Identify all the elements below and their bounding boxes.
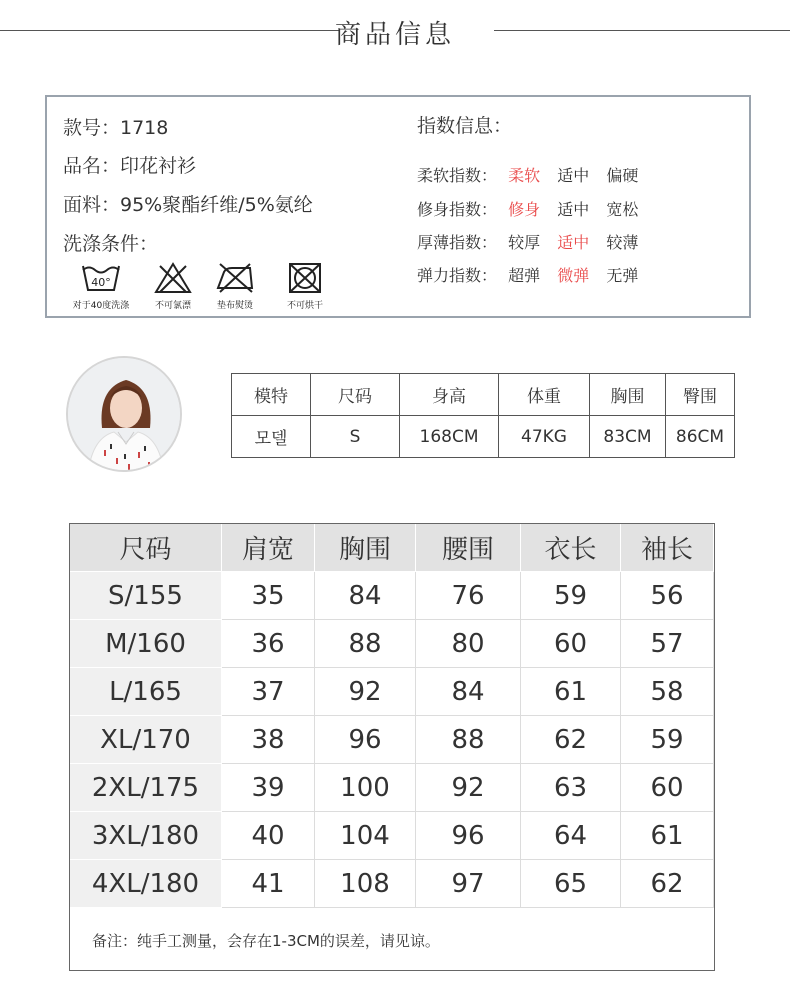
table-cell: 38 (222, 716, 315, 764)
table-cell: 65 (521, 860, 621, 908)
size-label: L/165 (70, 668, 222, 716)
table-row (70, 860, 714, 908)
table-cell: 88 (315, 620, 416, 668)
table-header-cell: 衣长 (521, 524, 621, 572)
table-row (70, 620, 714, 668)
table-cell: 84 (315, 572, 416, 620)
care-item-no-bleach (141, 262, 205, 311)
table-row (70, 812, 714, 860)
table-cell: 92 (315, 668, 416, 716)
table-row (232, 374, 735, 416)
fabric: 面料：95%聚酯纤维/5%氨纶 (63, 194, 313, 216)
table-row (70, 572, 714, 620)
measurement-note: 备注：纯手工测量，会存在1-3CM的误差，请见谅。 (92, 932, 440, 950)
table-cell: 100 (315, 764, 416, 812)
table-cell: 80 (416, 620, 521, 668)
table-cell: 62 (621, 860, 714, 908)
table-cell: 56 (621, 572, 714, 620)
table-header-cell: 胸围 (315, 524, 416, 572)
table-cell: 62 (521, 716, 621, 764)
table-cell: 61 (621, 812, 714, 860)
table-cell: S (311, 416, 400, 458)
size-label: 3XL/180 (70, 812, 222, 860)
table-row (232, 416, 735, 458)
table-cell: 84 (416, 668, 521, 716)
table-header-row (70, 524, 714, 572)
table-header-cell: 臀围 (666, 374, 735, 416)
table-header-cell: 身高 (400, 374, 499, 416)
section-title: 商品信息 (334, 20, 455, 50)
index-option: 超弹 (508, 266, 541, 285)
table-cell: 61 (521, 668, 621, 716)
table-cell: 64 (521, 812, 621, 860)
size-chart-table (69, 523, 714, 908)
size-label: 2XL/175 (70, 764, 222, 812)
table-cell: 88 (416, 716, 521, 764)
table-cell: 41 (222, 860, 315, 908)
index-option: 较厚 (508, 233, 541, 252)
care-item-wash-40 (69, 262, 133, 311)
table-header-cell: 腰围 (416, 524, 521, 572)
index-row-thickness (417, 230, 650, 253)
wash-40-icon (81, 262, 121, 294)
table-header-cell: 模特 (232, 374, 311, 416)
table-header-cell: 肩宽 (222, 524, 315, 572)
care-item-no-tumble-dry (273, 262, 337, 311)
table-header-cell: 尺码 (70, 524, 222, 572)
index-label: 厚薄指数： (417, 233, 498, 252)
iron-with-cloth-icon (214, 262, 256, 294)
care-label: 垫布熨烫 (216, 301, 253, 311)
table-header-cell: 胸围 (590, 374, 666, 416)
size-label: M/160 (70, 620, 222, 668)
table-row (70, 716, 714, 764)
table-cell: 60 (521, 620, 621, 668)
index-row-elasticity (417, 263, 650, 286)
table-row (70, 668, 714, 716)
index-option: 较薄 (606, 233, 639, 252)
model-photo (68, 358, 182, 472)
index-label: 柔软指数： (417, 166, 498, 185)
table-header-cell: 袖长 (621, 524, 714, 572)
index-row-fit (417, 197, 650, 220)
table-cell: 58 (621, 668, 714, 716)
table-cell: 모델 (232, 416, 311, 458)
table-cell: 59 (521, 572, 621, 620)
wash-title: 洗涤条件： (63, 233, 159, 255)
table-cell: 63 (521, 764, 621, 812)
no-bleach-icon (154, 262, 192, 294)
table-cell: 168CM (400, 416, 499, 458)
table-cell: 36 (222, 620, 315, 668)
index-option: 修身 (508, 200, 541, 219)
table-cell: 39 (222, 764, 315, 812)
table-cell: 37 (222, 668, 315, 716)
table-cell: 104 (315, 812, 416, 860)
table-cell: 47KG (499, 416, 590, 458)
product-info-box (45, 95, 751, 318)
index-option: 适中 (557, 200, 590, 219)
index-option: 柔软 (508, 166, 541, 185)
index-option: 适中 (557, 233, 590, 252)
table-cell: 108 (315, 860, 416, 908)
index-option: 无弹 (606, 266, 639, 285)
table-cell: 76 (416, 572, 521, 620)
table-cell: 57 (621, 620, 714, 668)
table-row (70, 764, 714, 812)
table-cell: 59 (621, 716, 714, 764)
care-label: 不可烘干 (286, 301, 323, 311)
size-label: XL/170 (70, 716, 222, 764)
table-cell: 96 (315, 716, 416, 764)
model-measurements-table (231, 373, 735, 458)
style-number: 款号：1718 (63, 117, 169, 139)
no-tumble-dry-icon (287, 262, 323, 294)
table-cell: 40 (222, 812, 315, 860)
product-name: 品名：印花衬衫 (63, 155, 197, 177)
table-cell: 35 (222, 572, 315, 620)
index-option: 适中 (557, 166, 590, 185)
wash-temperature: 40° (91, 276, 111, 289)
table-cell: 60 (621, 764, 714, 812)
table-cell: 86CM (666, 416, 735, 458)
model-avatar (66, 356, 182, 472)
index-row-softness (417, 163, 650, 186)
table-cell: 97 (416, 860, 521, 908)
table-header-cell: 体重 (499, 374, 590, 416)
index-option: 偏硬 (606, 166, 639, 185)
size-label: S/155 (70, 572, 222, 620)
table-cell: 96 (416, 812, 521, 860)
table-cell: 92 (416, 764, 521, 812)
size-label: 4XL/180 (70, 860, 222, 908)
index-title: 指数信息： (417, 115, 513, 137)
index-label: 弹力指数： (417, 266, 498, 285)
index-label: 修身指数： (417, 200, 498, 219)
table-cell: 83CM (590, 416, 666, 458)
index-option: 微弹 (557, 266, 590, 285)
care-item-iron (203, 262, 267, 311)
care-label: 不可氯漂 (154, 301, 191, 311)
care-label: 对于40度洗涤 (72, 301, 130, 311)
index-option: 宽松 (606, 200, 639, 219)
table-header-cell: 尺码 (311, 374, 400, 416)
